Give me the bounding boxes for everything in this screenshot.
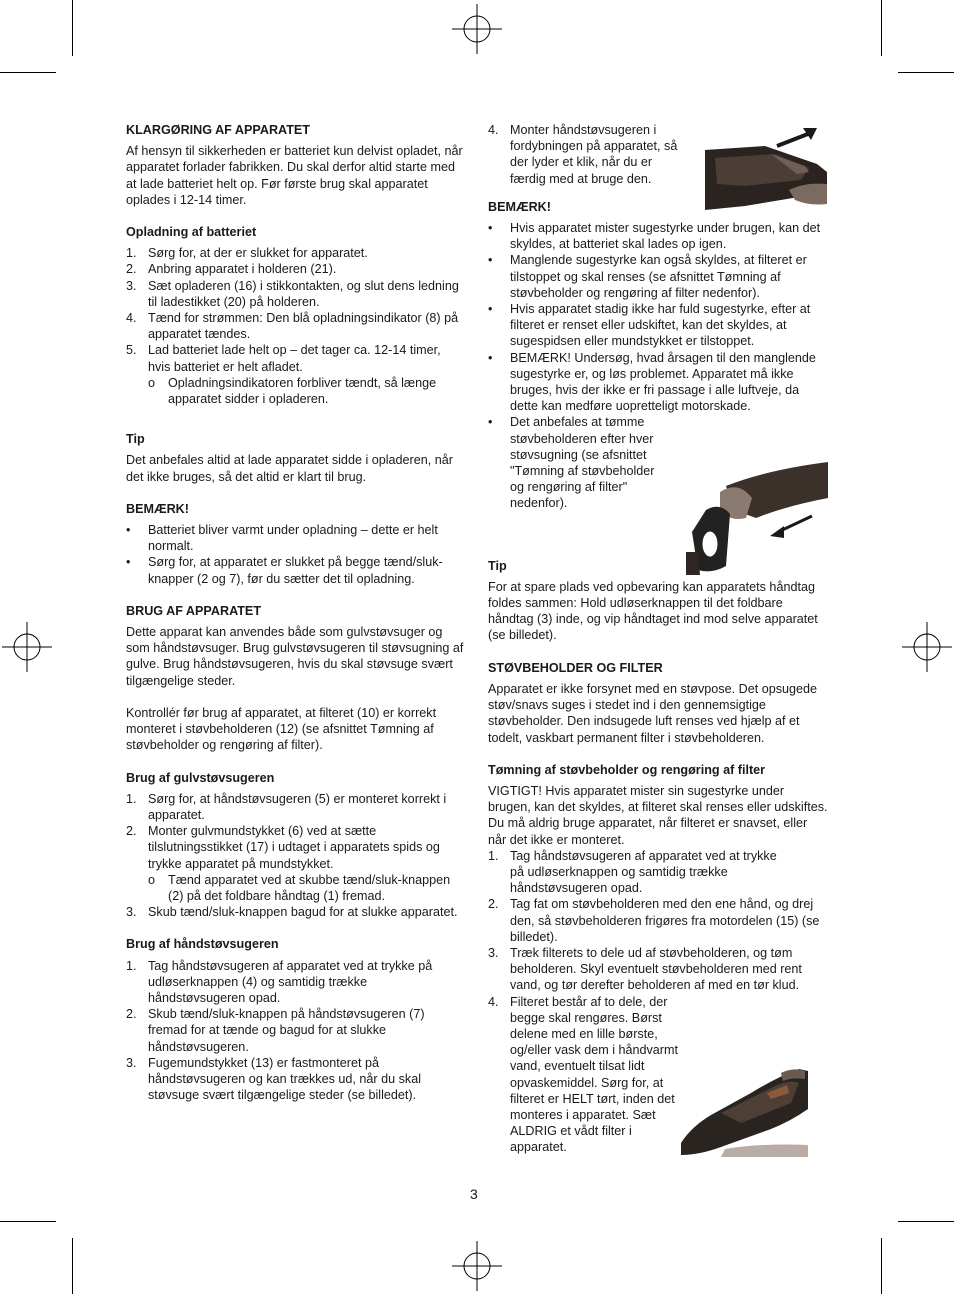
prep-paragraph: Af hensyn til sikkerheden er batteriet kun delvist opladet, når apparatet forlader fabrikken. Du skal derfor altid starte med at lade batteriet helt op. Før første brug skal apparatet oplades i 12-14 timer.: [126, 144, 463, 207]
list-item: 2. Tag fat om støvbeholderen med den ene hånd, og drej den, så støvbeholderen frigøres fra motordelen (15) (se billedet).: [488, 897, 820, 944]
list-item: 1. Sørg for, at der er slukket for apparatet.: [126, 246, 368, 261]
list-item: 4. Tænd for strømmen: Den blå opladningsindikator (8) på apparatet tændes.: [126, 311, 459, 342]
list-item: 2. Skub tænd/sluk-knappen på håndstøvsugeren (7) fremad for at tænde og bagud for at slukke håndstøvsugeren.: [126, 1007, 425, 1054]
list-subitem: o Opladningsindikatoren forbliver tændt, så længe apparatet sidder i opladeren.: [148, 375, 437, 407]
subheading-charge: Opladning af batteriet: [126, 225, 257, 240]
subheading-note: BEMÆRK!: [126, 501, 189, 516]
figure-hand-vacuum: [681, 1063, 808, 1157]
list-item: 1. Tag håndstøvsugeren af apparatet ved at trykke på udløserknappen og samtidig trække håndstøvsugeren opad.: [488, 848, 777, 896]
list-item: 4. Filteret består af to dele, der begge skal rengøres. Børst delene med en lille børste, og/eller vask dem i håndvarmt vand, eventuelt tilsat lidt opvaskemiddel. Sørg for, at filteret er HELT tørt, inden det monteres i apparatet. Sæt ALDRIG et vådt filter i apparatet.: [488, 994, 678, 1155]
crop-mark: [0, 72, 56, 73]
section-heading-dust: STØVBEHOLDER OG FILTER: [488, 660, 663, 675]
list-item: 2. Monter gulvmundstykket (6) ved at sætte tilslutningsstikket (17) i udtaget i apparatets spids og trykke apparatet på mundstykket.: [126, 824, 440, 871]
figure-dust-container: [686, 462, 828, 575]
list-item: • Sørg for, at apparatet er slukket på begge tænd/sluk-knapper (2 og 7), før du sætter det til opladning.: [126, 555, 443, 586]
left-column: [126, 122, 466, 1119]
list-item: • Batteriet bliver varmt under opladning – dette er helt normalt.: [126, 523, 438, 554]
list-item: 4. Monter håndstøvsugeren i fordybningen på apparatet, så der lyder et klik, når du er færdig med at bruge den.: [488, 123, 678, 186]
list-item: • Det anbefales at tømme støvbeholderen efter hver støvsugning (se afsnittet "Tømning af støvbeholder og rengøring af filter" nedenfor).: [488, 415, 655, 511]
registration-mark-bottom: [452, 1241, 502, 1291]
section-heading-prep: KLARGØRING AF APPARATET: [126, 123, 310, 137]
subheading-tip: Tip: [126, 432, 145, 447]
list-item: 3. Fugemundstykket (13) er fastmonteret på håndstøvsugeren og kan trækkes ud, når du skal støvsuge svært tilgængelige steder (se billedet).: [126, 1055, 422, 1103]
right-column: [488, 122, 828, 1172]
list-item: 2. Anbring apparatet i holderen (21).: [126, 262, 337, 277]
list-item: • Manglende sugestyrke kan også skyldes, at filteret er tilstoppet og skal renses (se afsnittet Tømning af støvbeholder og rengøring af filter nedenfor).: [488, 253, 807, 300]
crop-mark: [881, 0, 882, 56]
subheading-tip-right: Tip: [488, 558, 507, 573]
crop-mark: [898, 1221, 954, 1222]
mount-step-list: [488, 122, 688, 187]
figure-mount-handvacuum: [705, 124, 827, 213]
crop-mark: [898, 72, 954, 73]
use-paragraph-2: Kontrollér før brug af apparatet, at filteret (10) er korrekt monteret i støvbeholderen (12) (se afsnittet Tømning af støvbeholder og rengøring af filter).: [126, 705, 437, 753]
note-list: [126, 522, 466, 587]
tip-paragraph-right: For at spare plads ved opbevaring kan apparatets håndtag foldes sammen: Hold udløserknappen til det foldbare håndtag (3) inde, og vip håndtaget ind mod selve apparatet (se billedet).: [488, 579, 818, 643]
hand-steps-list: [126, 958, 466, 1104]
subheading-note-right: BEMÆRK!: [488, 199, 551, 214]
list-subitem: o Tænd apparatet ved at skubbe tænd/sluk-knappen (2) på det foldbare håndtag (1) fremad.: [148, 872, 451, 903]
list-item: 3. Sæt opladeren (16) i stikkontakten, og slut dens ledning til ladestikket (20) på holderen.: [126, 278, 459, 309]
floor-steps-list: [126, 791, 466, 921]
crop-mark: [72, 1238, 73, 1294]
list-item: • BEMÆRK! Undersøg, hvad årsagen til den manglende sugestyrke er, og løs problemet. Apparatet må ikke bruges, hvis der ikke er fri passage i alle luftveje, da dette kan medføre uopretteligt motorskade.: [488, 350, 816, 414]
list-item: 1. Sørg for, at håndstøvsugeren (5) er monteret korrekt i apparatet.: [126, 791, 447, 822]
list-item: • Hvis apparatet stadig ikke har fuld sugestyrke, efter at filteret er renset eller udskiftet, kan det skyldes, at sugespidsen eller mundstykket er tilstoppet.: [488, 302, 811, 349]
tip-paragraph: Det anbefales altid at lade apparatet sidde i opladeren, når det ikke bruges, så det altid er klart til brug.: [126, 453, 453, 484]
list-item: 3. Skub tænd/sluk-knappen bagud for at slukke apparatet.: [126, 905, 458, 920]
dust-paragraph: Apparatet er ikke forsynet med en støvpose. Det opsugede støv/snavs suges i stedet ind i den gennemsigtige støvbeholder. Den indsugede luft renses ved hjælp af et todelt, vaskbart permanent filter i støvbeholderen.: [488, 681, 818, 745]
list-item: 1. Tag håndstøvsugeren af apparatet ved at trykke på udløserknappen (4) og samtidig trække håndstøvsugeren opad.: [126, 958, 433, 1005]
list-item: • Hvis apparatet mister sugestyrke under brugen, kan det skyldes, at batteriet skal lades op igen.: [488, 221, 821, 252]
list-item: 5. Lad batteriet lade helt op – det tager ca. 12-14 timer, hvis batteriet er helt afladet.: [126, 343, 441, 374]
crop-mark: [0, 1221, 56, 1222]
crop-mark: [72, 0, 73, 56]
page-number: 3: [470, 1186, 478, 1202]
list-item: 3. Træk filterets to dele ud af støvbeholderen, og tøm beholderen. Skyl eventuelt støvbeholderen med rent vand, og tør derefter beholderen af med en tør klud.: [488, 945, 802, 993]
section-heading-use: BRUG AF APPARATET: [126, 603, 262, 618]
registration-mark-left: [2, 622, 52, 672]
use-paragraph-1: Dette apparat kan anvendes både som gulvstøvsuger og som håndstøvsuger. Brug gulvstøvsugeren til støvsugning af gulve. Brug håndstøvsugeren, hvis du skal støvsuge svært tilgængelige steder.: [126, 625, 464, 688]
subheading-hand: Brug af håndstøvsugeren: [126, 937, 279, 952]
registration-mark-top: [452, 4, 502, 54]
registration-mark-right: [902, 622, 952, 672]
subheading-empty: Tømning af støvbeholder og rengøring af filter: [488, 762, 766, 777]
crop-mark: [881, 1238, 882, 1294]
charge-steps-list: [126, 245, 466, 407]
subheading-floor: Brug af gulvstøvsugeren: [126, 770, 275, 785]
important-paragraph: VIGTIGT! Hvis apparatet mister sin sugestyrke under brugen, kan det skyldes, at filteret skal renses eller udskiftes. Du må aldrig bruge apparatet, når filteret er snavset, eller når det ikke er monteret.: [488, 783, 828, 847]
